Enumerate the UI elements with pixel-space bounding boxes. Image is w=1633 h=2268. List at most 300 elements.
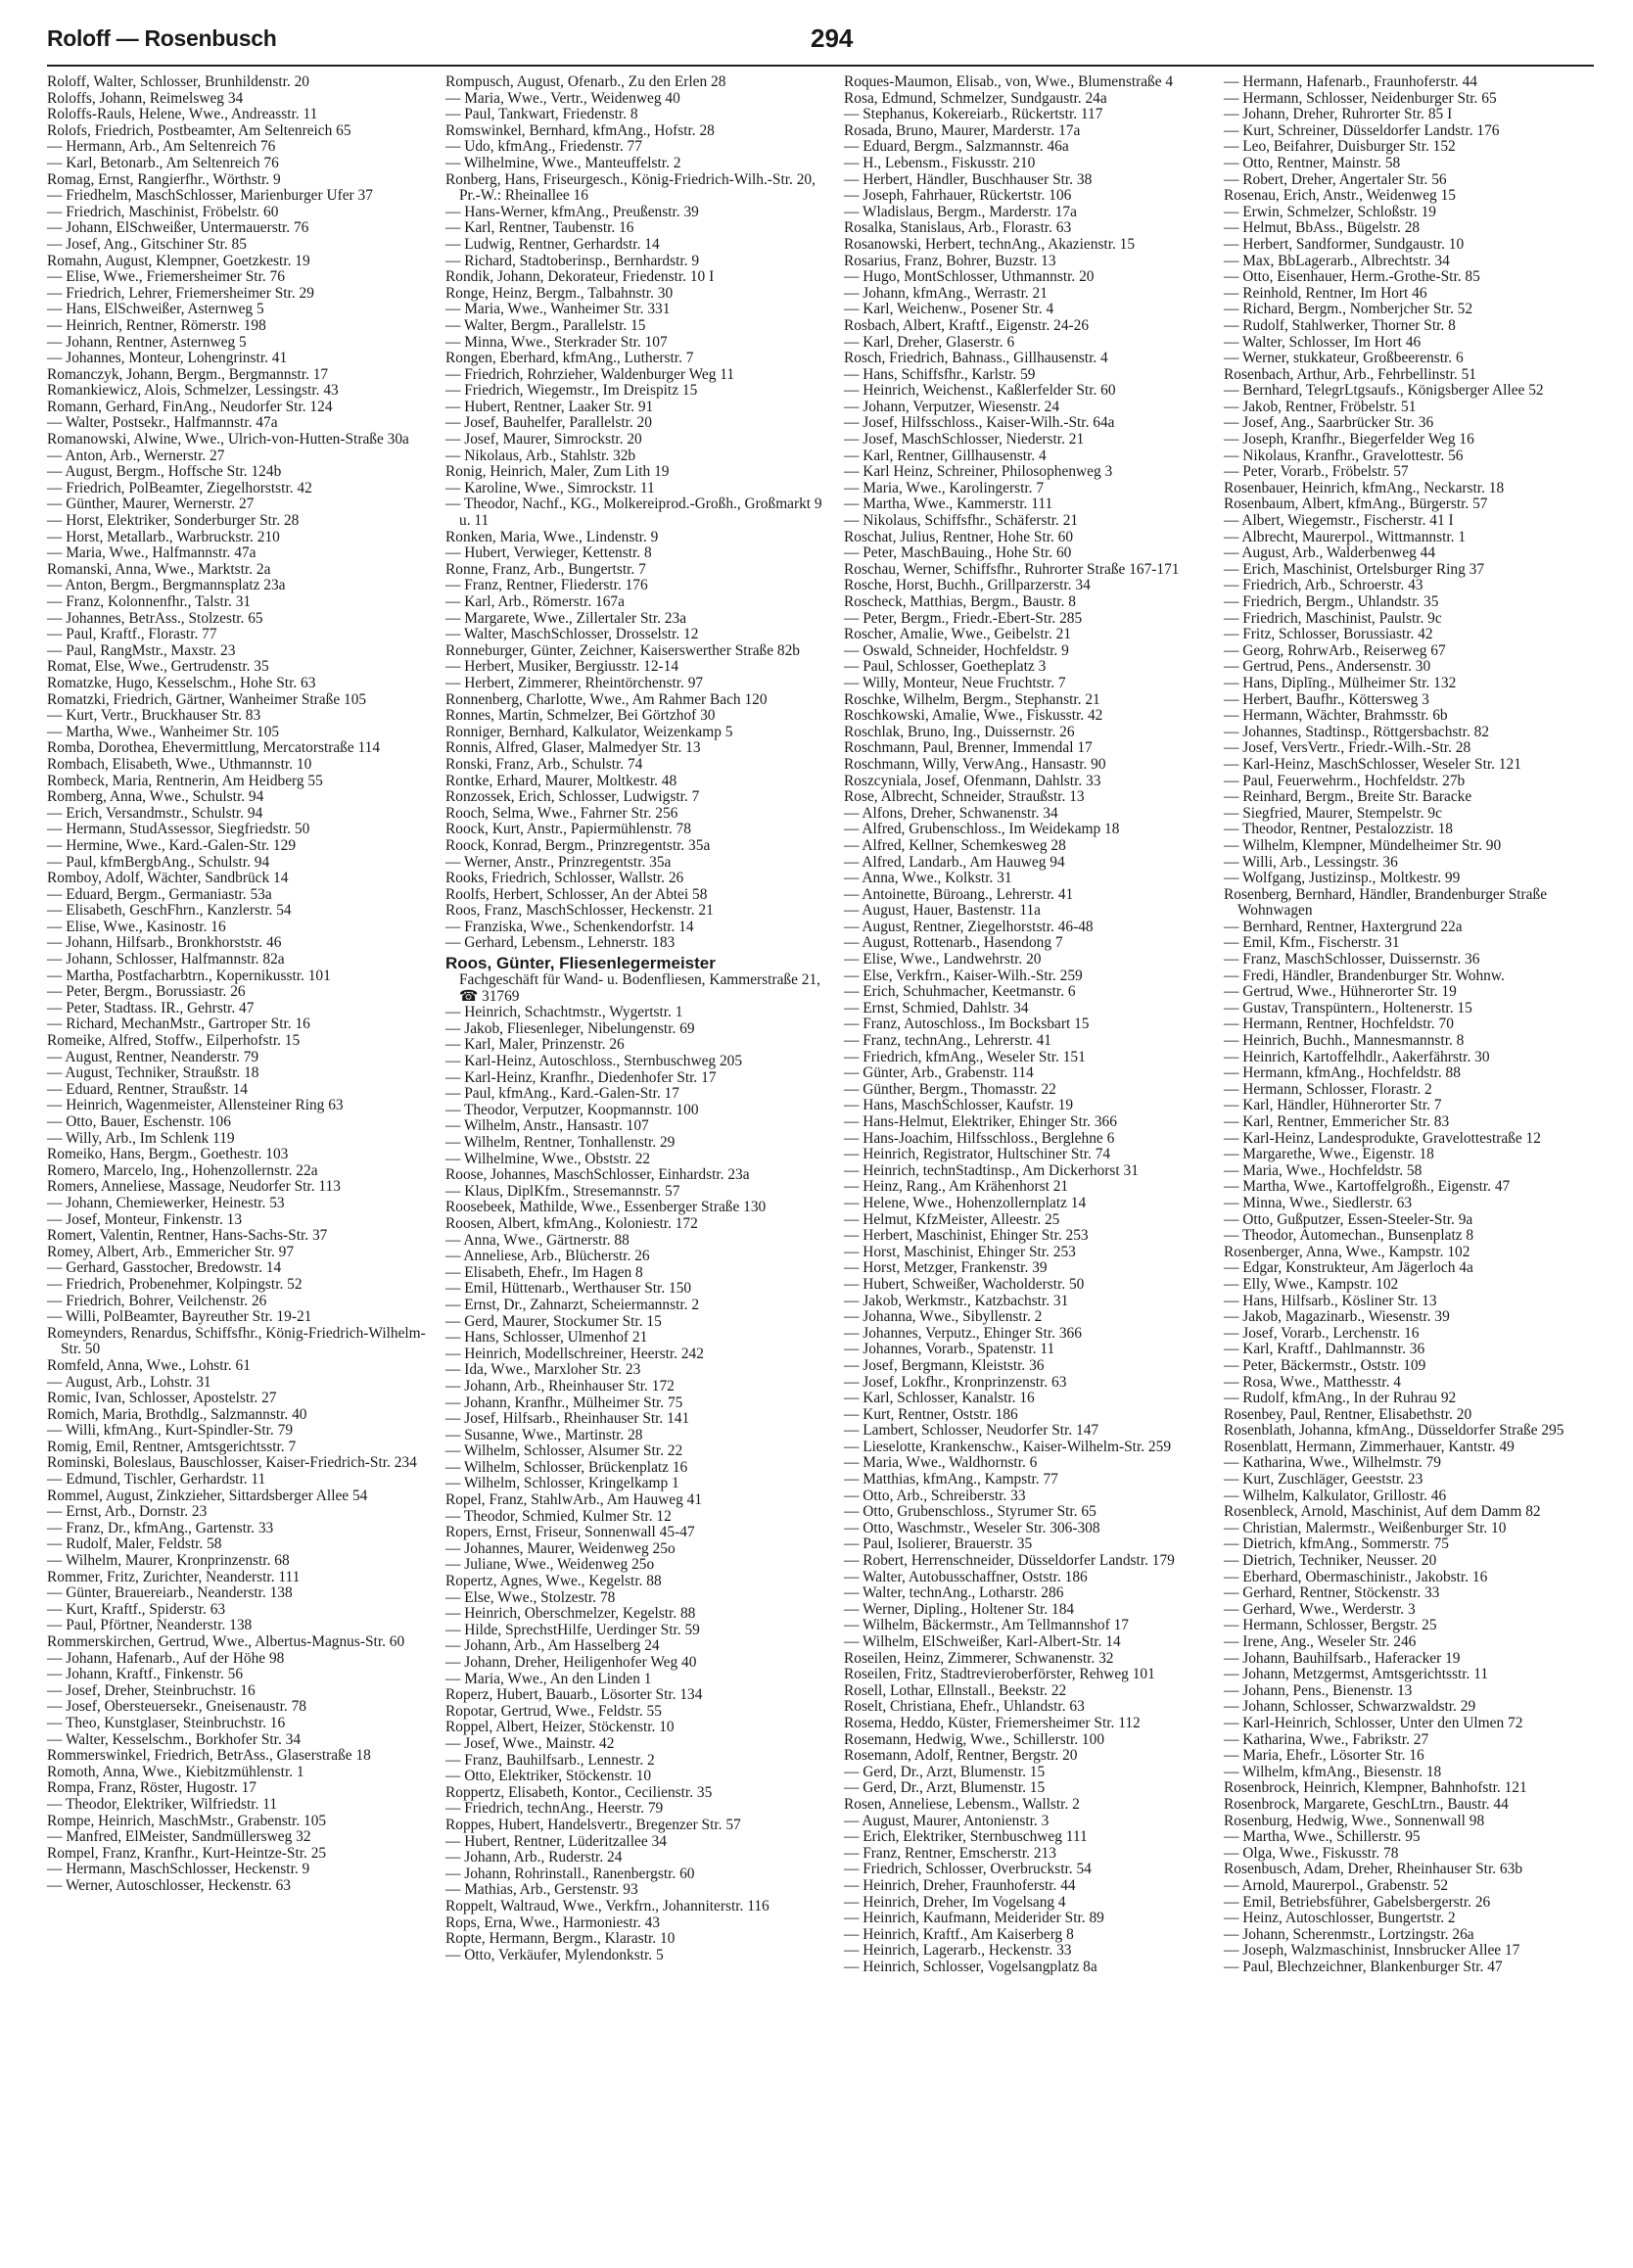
directory-entry: Ronne, Franz, Arb., Bungertstr. 7 xyxy=(445,560,646,578)
directory-entry: — Wilhelm, Schlosser, Brückenplatz 16 xyxy=(445,1458,688,1476)
directory-entry: — Friedrich, technAng., Heerstr. 79 xyxy=(445,1800,664,1818)
directory-entry: — Werner, Anstr., Prinzregentstr. 35a xyxy=(445,853,672,871)
directory-entry: — Hans-Joachim, Hilfsschloss., Berglehne 6 xyxy=(844,1129,1115,1147)
directory-entry: — Hans, MaschSchlosser, Kaufstr. 19 xyxy=(844,1097,1074,1114)
directory-entry: — Jakob, Magazinarb., Wiesenstr. 39 xyxy=(1224,1308,1450,1326)
directory-entry: — Herbert, Sandformer, Sundgaustr. 10 xyxy=(1224,235,1465,253)
directory-entry: Fachgeschäft für Wand- u. Bodenfliesen, Kammerstraße 21, ☎ 31769 xyxy=(459,971,821,1005)
directory-entry: Ronge, Heinz, Bergm., Talbahnstr. 30 xyxy=(445,284,674,302)
directory-entry: — Paul, Blechzeichner, Blankenburger Str. 47 xyxy=(1224,1958,1503,1975)
directory-entry: — Hermann, Hafenarb., Fraunhoferstr. 44 xyxy=(1224,73,1477,90)
directory-entry: — Johann, Dreher, Ruhrorter Str. 85 I xyxy=(1224,106,1453,123)
directory-entry: Rompel, Franz, Kranfhr., Kurt-Heintze-Str. 25 xyxy=(47,1844,327,1862)
directory-entry: — Wilhelm, Bäckermstr., Am Tellmannshof 17 xyxy=(844,1617,1129,1634)
directory-entry: — Maria, Wwe., Wanheimer Str. 331 xyxy=(445,301,671,318)
directory-entry: — August, Rentner, Ziegelhorststr. 46-48 xyxy=(844,918,1094,935)
directory-entry: — Juliane, Wwe., Weidenweg 25o xyxy=(445,1556,655,1574)
directory-entry: Romanczyk, Johann, Bergm., Bergmannstr. 17 xyxy=(47,365,329,383)
directory-entry: — Emil, Hüttenarb., Werthauser Str. 150 xyxy=(445,1280,692,1298)
directory-entry: — Lieselotte, Krankenschw., Kaiser-Wilhelm-Str. 259 xyxy=(844,1438,1172,1455)
directory-entry: — Mathias, Arb., Gerstenstr. 93 xyxy=(445,1881,638,1899)
directory-entry: — Karl, Kraftf., Dahlmannstr. 36 xyxy=(1224,1341,1425,1358)
directory-entry: Rosema, Heddo, Küster, Friemersheimer Str. 112 xyxy=(844,1714,1141,1731)
directory-entry: — Johann, Pens., Bienenstr. 13 xyxy=(1224,1681,1413,1699)
directory-entry: — Heinrich, Schachtmstr., Wygertstr. 1 xyxy=(445,1004,683,1021)
directory-entry: — Karl, Dreher, Glaserstr. 6 xyxy=(844,333,1015,351)
directory-entry: — Hilde, SprechstHilfe, Uerdinger Str. 59 xyxy=(445,1621,700,1638)
directory-entry: — Karl-Heinz, Autoschloss., Sternbuschweg 205 xyxy=(445,1053,743,1070)
directory-entry: — Wilhelmine, Wwe., Manteuffelstr. 2 xyxy=(445,154,681,171)
directory-entry: — Rudolf, kfmAng., In der Ruhrau 92 xyxy=(1224,1390,1457,1407)
directory-entry: — Hans, Hilfsarb., Kösliner Str. 13 xyxy=(1224,1292,1437,1309)
directory-entry: — Eduard, Rentner, Straußstr. 14 xyxy=(47,1080,248,1098)
directory-entry: — Johannes, Maurer, Weidenweg 25o xyxy=(445,1539,676,1557)
directory-entry: Rosalka, Stanislaus, Arb., Florastr. 63 xyxy=(844,219,1072,237)
directory-entry: — Josef, Bergmann, Kleiststr. 36 xyxy=(844,1356,1045,1374)
directory-entry: — Katharina, Wwe., Fabrikstr. 27 xyxy=(1224,1730,1429,1748)
directory-entry: Romboy, Adolf, Wächter, Sandbrück 14 xyxy=(47,870,289,887)
directory-entry: — Heinz, Autoschlosser, Bungertstr. 2 xyxy=(1224,1910,1456,1927)
directory-entry: Rooch, Selma, Wwe., Fahrner Str. 256 xyxy=(445,804,678,822)
directory-entry: — Josef, Lokfhr., Kronprinzenstr. 63 xyxy=(844,1373,1067,1391)
directory-entry: — Otto, Eisenhauer, Herm.-Grothe-Str. 85 xyxy=(1224,268,1480,286)
directory-entry: — Wilhelm, Maurer, Kronprinzenstr. 68 xyxy=(47,1552,290,1570)
directory-entry: — Johann, ElSchweißer, Untermauerstr. 76 xyxy=(47,219,309,237)
directory-entry: Rosell, Lothar, Ellnstall., Beekstr. 22 xyxy=(844,1681,1067,1699)
directory-entry: — Olga, Wwe., Fiskusstr. 78 xyxy=(1224,1844,1399,1862)
directory-entry: Rosenblatt, Hermann, Zimmerhauer, Kantstr. 49 xyxy=(1224,1438,1515,1455)
directory-entry: — August, Bergm., Hoffsche Str. 124b xyxy=(47,463,282,481)
directory-entry: — Hubert, Verwieger, Kettenstr. 8 xyxy=(445,544,652,562)
directory-entry: — Maria, Wwe., An den Linden 1 xyxy=(445,1670,652,1687)
directory-entry: — Willi, PolBeamter, Bayreuther Str. 19-21 xyxy=(47,1308,312,1326)
directory-entry: Roloffs-Rauls, Helene, Wwe., Andreasstr. 11 xyxy=(47,106,318,123)
directory-entry: — Josef, Bauhelfer, Parallelstr. 20 xyxy=(445,414,652,432)
directory-entry: — Johann, Bauhilfsarb., Haferacker 19 xyxy=(1224,1649,1461,1667)
directory-entry: — Willy, Arb., Im Schlenk 119 xyxy=(47,1129,235,1147)
directory-entry: — Edmund, Tischler, Gerhardstr. 11 xyxy=(47,1471,266,1488)
directory-entry: — Martha, Wwe., Wanheimer Str. 105 xyxy=(47,723,280,740)
directory-entry: — Gertrud, Pens., Andersenstr. 30 xyxy=(1224,658,1431,676)
directory-entry: Rosa, Edmund, Schmelzer, Sundgaustr. 24a xyxy=(844,89,1107,107)
directory-entry: — Karl, Betonarb., Am Seltenreich 76 xyxy=(47,154,279,171)
directory-entry: — Otto, Grubenschloss., Styrumer Str. 65 xyxy=(844,1503,1096,1521)
directory-entry: Rosenbauer, Heinrich, kfmAng., Neckarstr. 18 xyxy=(1224,479,1505,496)
directory-entry: Rosenblath, Johanna, kfmAng., Düsseldorfer Straße 295 xyxy=(1224,1422,1564,1440)
directory-entry: — Peter, Stadtass. IR., Gehrstr. 47 xyxy=(47,999,255,1016)
directory-entry: — Eduard, Bergm., Salzmannstr. 46a xyxy=(844,138,1069,156)
directory-entry: Romero, Marcelo, Ing., Hohenzollernstr. 22a xyxy=(47,1161,318,1179)
directory-entry: — Hans, Schiffsfhr., Karlstr. 59 xyxy=(844,365,1036,383)
directory-entry: — Hermann, Wächter, Brahmsstr. 6b xyxy=(1224,707,1448,725)
directory-entry: Roschke, Wilhelm, Bergm., Stephanstr. 21 xyxy=(844,690,1100,708)
directory-entry: Rosenau, Erich, Anstr., Weidenweg 15 xyxy=(1224,187,1456,205)
directory-entry: — Martha, Wwe., Kartoffelgroßh., Eigenstr. 47 xyxy=(1224,1178,1511,1196)
directory-entry: — August, Rentner, Neanderstr. 79 xyxy=(47,1048,259,1065)
directory-entry: — Johanna, Wwe., Sibyllenstr. 2 xyxy=(844,1308,1043,1326)
directory-entry: — Walter, Autobusschaffner, Oststr. 186 xyxy=(844,1568,1088,1585)
directory-entry: — Max, BbLagerarb., Albrechtstr. 34 xyxy=(1224,252,1450,269)
directory-entry: — Theodor, Nachf., KG., Molkereiprod.-Großh., Großmarkt 9 u. 11 xyxy=(445,496,822,530)
directory-entry: — Nikolaus, Schiffsfhr., Schäferstr. 21 xyxy=(844,512,1079,530)
directory-entry: Rosenbey, Paul, Rentner, Elisabethstr. 20 xyxy=(1224,1405,1472,1423)
directory-entry: Ronken, Maria, Wwe., Lindenstr. 9 xyxy=(445,528,659,545)
directory-entry: — Franz, MaschSchlosser, Duissernstr. 36 xyxy=(1224,951,1480,969)
directory-entry: — Ludwig, Rentner, Gerhardstr. 14 xyxy=(445,235,660,253)
directory-entry: — Maria, Wwe., Hochfeldstr. 58 xyxy=(1224,1161,1423,1179)
directory-entry: — Walter, Bergm., Parallelstr. 15 xyxy=(445,316,646,334)
directory-entry: — Emil, Betriebsführer, Gabelsbergerstr. 26 xyxy=(1224,1893,1491,1911)
directory-entry: — Josef, Hilfsarb., Rheinhauser Str. 141 xyxy=(445,1410,690,1428)
directory-entry: — Kurt, Zuschläger, Geeststr. 23 xyxy=(1224,1471,1423,1488)
directory-entry: — Günter, Brauereiarb., Neanderstr. 138 xyxy=(47,1584,293,1602)
directory-entry: — Gertrud, Wwe., Hühnerorter Str. 19 xyxy=(1224,983,1457,1001)
directory-entry: — Rudolf, Maler, Feldstr. 58 xyxy=(47,1536,222,1553)
directory-entry: Roock, Konrad, Bergm., Prinzregentstr. 35a xyxy=(445,836,711,854)
directory-entry: Romeike, Alfred, Stoffw., Eilperhofstr. 15 xyxy=(47,1032,301,1050)
directory-entry: — Heinz, Rang., Am Krähenhorst 21 xyxy=(844,1178,1069,1196)
directory-entry: Roschlak, Bruno, Ing., Duissernstr. 26 xyxy=(844,723,1075,740)
directory-entry: — Joseph, Kranfhr., Biegerfelder Weg 16 xyxy=(1224,431,1474,449)
directory-entry: — Minna, Wwe., Sterkrader Str. 107 xyxy=(445,333,668,351)
directory-entry: Romann, Gerhard, FinAng., Neudorfer Str. 124 xyxy=(47,398,333,415)
directory-entry: — Gerd, Maurer, Stockumer Str. 15 xyxy=(445,1312,662,1330)
directory-entry: — Franz, Rentner, Fliederstr. 176 xyxy=(445,577,648,594)
directory-entry: — Johann, Metzgermst, Amtsgerichtsstr. 11 xyxy=(1224,1666,1489,1683)
directory-entry: — Karl, Maler, Prinzenstr. 26 xyxy=(445,1036,625,1054)
directory-entry: — Martha, Wwe., Kammerstr. 111 xyxy=(844,496,1053,513)
directory-entry: — Karl Heinz, Schreiner, Philosophenweg 3 xyxy=(844,463,1113,481)
directory-entry: — Friedrich, PolBeamter, Ziegelhorststr. 42 xyxy=(47,479,312,496)
directory-entry: Roperz, Hubert, Bauarb., Lösorter Str. 134 xyxy=(445,1686,703,1704)
directory-entry: Roseilen, Fritz, Stadtrevieroberförster, Rehweg 101 xyxy=(844,1666,1155,1683)
directory-entry: Roques-Maumon, Elisab., von, Wwe., Blumenstraße 4 xyxy=(844,73,1174,90)
directory-entry: — Hans-Werner, kfmAng., Preußenstr. 39 xyxy=(445,203,699,220)
directory-entry: — Rudolf, Stahlwerker, Thorner Str. 8 xyxy=(1224,316,1456,334)
directory-entry: — Peter, Bäckermstr., Oststr. 109 xyxy=(1224,1356,1426,1374)
directory-entry: — Maria, Wwe., Waldhornstr. 6 xyxy=(844,1454,1038,1472)
directory-entry: — Gerhard, Rentner, Stöckenstr. 33 xyxy=(1224,1584,1440,1602)
directory-entry: — Eduard, Bergm., Germaniastr. 53a xyxy=(47,885,272,903)
directory-entry: — Else, Verkfrn., Kaiser-Wilh.-Str. 259 xyxy=(844,967,1083,984)
directory-entry: — Anna, Wwe., Gärtnerstr. 88 xyxy=(445,1231,630,1249)
directory-entry: Romat, Else, Wwe., Gertrudenstr. 35 xyxy=(47,658,269,676)
directory-entry: — Otto, Rentner, Mainstr. 58 xyxy=(1224,154,1401,171)
directory-entry: Roos, Günter, Fliesenlegermeister xyxy=(445,954,716,973)
directory-entry: — Else, Wwe., Stolzestr. 78 xyxy=(445,1588,616,1606)
directory-entry: — Anton, Arb., Wernerstr. 27 xyxy=(47,447,225,464)
directory-entry: — Erich, Elektriker, Sternbuschweg 111 xyxy=(844,1828,1088,1846)
directory-entry: — Erich, Versandmstr., Schulstr. 94 xyxy=(47,804,263,822)
directory-entry: Rosch, Friedrich, Bahnass., Gillhausenstr. 4 xyxy=(844,350,1108,367)
directory-entry: Rommerskirchen, Gertrud, Wwe., Albertus-Magnus-Str. 60 xyxy=(47,1633,405,1650)
directory-entry: Romag, Ernst, Rangierfhr., Wörthstr. 9 xyxy=(47,170,281,188)
directory-entry: — Gerd, Dr., Arzt, Blumenstr. 15 xyxy=(844,1763,1046,1780)
directory-entry: Roppertz, Elisabeth, Kontor., Cecilienstr. 35 xyxy=(445,1783,713,1801)
directory-entry: — Heinrich, Dreher, Im Vogelsang 4 xyxy=(844,1893,1066,1911)
directory-entry: — Albrecht, Maurerpol., Wittmannstr. 1 xyxy=(1224,528,1467,545)
directory-entry: Romberg, Anna, Wwe., Schulstr. 94 xyxy=(47,788,264,806)
directory-entry: — Antoinette, Büroang., Lehrerstr. 41 xyxy=(844,885,1074,903)
directory-entry: — Wilhelm, Rentner, Tonhallenstr. 29 xyxy=(445,1134,676,1151)
directory-entry: — Hermann, Schlosser, Bergstr. 25 xyxy=(1224,1617,1437,1634)
directory-entry: — August, Techniker, Straußstr. 18 xyxy=(47,1064,259,1082)
directory-entry: — August, Hauer, Bastenstr. 11a xyxy=(844,902,1042,920)
directory-entry: — Theodor, Rentner, Pestalozzistr. 18 xyxy=(1224,821,1453,838)
directory-entry: — Theodor, Verputzer, Koopmannstr. 100 xyxy=(445,1101,699,1118)
directory-entry: — Franz, Bauhilfsarb., Lennestr. 2 xyxy=(445,1751,655,1769)
directory-entry: — Günter, Arb., Grabenstr. 114 xyxy=(844,1064,1034,1082)
directory-entry: Rominski, Boleslaus, Bauschlosser, Kaiser-Friedrich-Str. 234 xyxy=(47,1454,417,1472)
directory-entry: Ronneburger, Günter, Zeichner, Kaiserswerther Straße 82b xyxy=(445,641,800,659)
directory-entry: — Wilhelm, Anstr., Hansastr. 107 xyxy=(445,1117,649,1135)
directory-entry: — August, Arb., Walderbenweg 44 xyxy=(1224,544,1436,562)
directory-entry: — Nikolaus, Arb., Stahlstr. 32b xyxy=(445,447,636,464)
directory-entry: — Willi, kfmAng., Kurt-Spindler-Str. 79 xyxy=(47,1422,294,1440)
directory-entry: — Richard, Bergm., Nomberjcher Str. 52 xyxy=(1224,301,1473,318)
directory-entry: — Paul, RangMstr., Maxstr. 23 xyxy=(47,641,236,659)
directory-entry: — Herbert, Zimmerer, Rheintörchenstr. 97 xyxy=(445,674,704,691)
directory-entry: — Theo, Kunstglaser, Steinbruchstr. 16 xyxy=(47,1714,286,1731)
directory-entry: — Irene, Ang., Weseler Str. 246 xyxy=(1224,1633,1417,1650)
directory-entry: — Maria, Wwe., Vertr., Weidenweg 40 xyxy=(445,89,680,107)
directory-entry: — Hermann, MaschSchlosser, Heckenstr. 9 xyxy=(47,1861,310,1878)
directory-entry: — Friedrich, Maschinist, Paulstr. 9c xyxy=(1224,609,1442,627)
directory-entry: — Otto, Arb., Schreiberstr. 33 xyxy=(844,1487,1026,1504)
directory-entry: — Gerhard, Gasstocher, Bredowstr. 14 xyxy=(47,1259,282,1277)
directory-entry: — Dietrich, Techniker, Neusser. 20 xyxy=(1224,1552,1437,1570)
directory-entry: — Georg, RohrwArb., Reiserweg 67 xyxy=(1224,641,1446,659)
directory-entry: — Bernhard, Rentner, Haxtergrund 22a xyxy=(1224,918,1463,935)
directory-entry: — Josef, MaschSchlosser, Niederstr. 21 xyxy=(844,431,1085,449)
directory-entry: — Werner, stukkateur, Großbeerenstr. 6 xyxy=(1224,350,1464,367)
directory-entry: — Walter, Schlosser, Im Hort 46 xyxy=(1224,333,1422,351)
directory-entry: Ropel, Franz, StahlwArb., Am Hauweg 41 xyxy=(445,1491,703,1509)
directory-entry: — Kurt, Schreiner, Düsseldorfer Landstr. 176 xyxy=(1224,121,1500,139)
directory-entry: — Paul, Schlosser, Goetheplatz 3 xyxy=(844,658,1047,676)
directory-entry: — Heinrich, Oberschmelzer, Kegelstr. 88 xyxy=(445,1605,696,1623)
directory-entry: — Alfred, Grubenschloss., Im Weidekamp 18 xyxy=(844,821,1120,838)
directory-entry: Roloff, Walter, Schlosser, Brunhildenstr. 20 xyxy=(47,73,309,90)
directory-entry: Romeiko, Hans, Bergm., Goethestr. 103 xyxy=(47,1146,289,1163)
directory-entry: — Paul, Tankwart, Friedenstr. 8 xyxy=(445,106,638,123)
directory-entry: Romoth, Anna, Wwe., Kiebitzmühlenstr. 1 xyxy=(47,1763,304,1780)
directory-entry: — Kurt, Kraftf., Spiderstr. 63 xyxy=(47,1600,226,1618)
directory-entry: — Johann, kfmAng., Werrastr. 21 xyxy=(844,284,1048,302)
directory-entry: — Wolfgang, Justizinsp., Moltkestr. 99 xyxy=(1224,870,1461,887)
running-head: Roloff — Rosenbusch xyxy=(47,25,277,51)
directory-entry: — Wilhelmine, Wwe., Obststr. 22 xyxy=(445,1150,651,1167)
directory-entry: Romankiewicz, Alois, Schmelzer, Lessingstr. 43 xyxy=(47,382,339,400)
directory-entry: — Franz, Dr., kfmAng., Gartenstr. 33 xyxy=(47,1519,274,1536)
directory-entry: — Franz, Kolonnenfhr., Talstr. 31 xyxy=(47,593,252,610)
directory-entry: — Johann, Dreher, Heiligenhofer Weg 40 xyxy=(445,1654,697,1671)
directory-entry: — Richard, Stadtoberinsp., Bernhardstr. 9 xyxy=(445,252,700,269)
directory-entry: Romswinkel, Bernhard, kfmAng., Hofstr. 28 xyxy=(445,121,715,139)
directory-entry: — Maria, Wwe., Halfmannstr. 47a xyxy=(47,544,257,562)
directory-entry: — Paul, Feuerwehrm., Hochfeldstr. 27b xyxy=(1224,772,1466,789)
directory-entry: — Richard, MechanMstr., Gartroper Str. 16 xyxy=(47,1016,310,1033)
directory-entry: — Fredi, Händler, Brandenburger Str. Wohnw. xyxy=(1224,967,1505,984)
directory-entry: — Hans-Helmut, Elektriker, Ehinger Str. 366 xyxy=(844,1113,1117,1130)
directory-entry: Romers, Anneliese, Massage, Neudorfer Str. 113 xyxy=(47,1178,341,1196)
directory-entry: Roschmann, Willy, VerwAng., Hansastr. 90 xyxy=(844,755,1106,773)
directory-entry: — Dietrich, kfmAng., Sommerstr. 75 xyxy=(1224,1536,1449,1553)
directory-entry: — Hubert, Schweißer, Wacholderstr. 50 xyxy=(844,1275,1085,1293)
directory-entry: — Josef, Ang., Saarbrücker Str. 36 xyxy=(1224,414,1434,432)
directory-entry: — Friedrich, Bergm., Uhlandstr. 35 xyxy=(1224,593,1439,610)
directory-entry: Ronski, Franz, Arb., Schulstr. 74 xyxy=(445,755,643,773)
directory-entry: Rosemann, Adolf, Rentner, Bergstr. 20 xyxy=(844,1747,1078,1765)
directory-entry: — Karl, Schlosser, Kanalstr. 16 xyxy=(844,1390,1035,1407)
directory-entry: — Franz, Rentner, Emscherstr. 213 xyxy=(844,1844,1056,1862)
directory-entry: — Elisabeth, GeschFhrn., Kanzlerstr. 54 xyxy=(47,902,292,920)
directory-entry: — Matthias, kfmAng., Kampstr. 77 xyxy=(844,1471,1058,1488)
directory-entry: — Johannes, Monteur, Lohengrinstr. 41 xyxy=(47,350,288,367)
directory-entry: — Heinrich, Rentner, Römerstr. 198 xyxy=(47,316,266,334)
directory-entry: — Johann, Hilfsarb., Bronkhorststr. 46 xyxy=(47,934,282,952)
directory-entry: Rombach, Elisabeth, Wwe., Uthmannstr. 10 xyxy=(47,755,312,773)
directory-entry: — Josef, Dreher, Steinbruchstr. 16 xyxy=(47,1681,256,1699)
directory-entry: — Elisabeth, Ehefr., Im Hagen 8 xyxy=(445,1263,643,1281)
directory-entry: — Josef, VersVertr., Friedr.-Wilh.-Str. 28 xyxy=(1224,739,1471,757)
directory-entry: — Manfred, ElMeister, Sandmüllersweg 32 xyxy=(47,1828,311,1846)
directory-entry: — Anton, Bergm., Bergmannsplatz 23a xyxy=(47,577,286,594)
directory-entry: — Edgar, Konstrukteur, Am Jägerloch 4a xyxy=(1224,1259,1473,1277)
directory-entry: Romic, Ivan, Schlosser, Apostelstr. 27 xyxy=(47,1390,277,1407)
directory-entry: — Jakob, Fliesenleger, Nibelungenstr. 69 xyxy=(445,1019,695,1037)
directory-entry: — Helene, Wwe., Hohenzollernplatz 14 xyxy=(844,1194,1087,1211)
directory-entry: Romfeld, Anna, Wwe., Lohstr. 61 xyxy=(47,1356,251,1374)
directory-entry: Romatzki, Friedrich, Gärtner, Wanheimer Straße 105 xyxy=(47,690,367,708)
directory-entry: — Horst, Metallarb., Warbruckstr. 210 xyxy=(47,528,280,545)
directory-entry: Roock, Kurt, Anstr., Papiermühlenstr. 78 xyxy=(445,821,691,838)
directory-entry: Roppel, Albert, Heizer, Stöckenstr. 10 xyxy=(445,1719,675,1736)
directory-entry: — Stephanus, Kokereiarb., Rückertstr. 117 xyxy=(844,106,1103,123)
directory-entry: — Ernst, Dr., Zahnarzt, Scheiermannstr. 2 xyxy=(445,1296,700,1313)
directory-entry: Rommel, August, Zinkzieher, Sittardsberger Allee 54 xyxy=(47,1487,368,1504)
directory-entry: — Martha, Postfacharbtrn., Kopernikusstr. 101 xyxy=(47,967,331,984)
directory-entry: — Ida, Wwe., Marxloher Str. 23 xyxy=(445,1361,641,1379)
directory-entry: Rosenbach, Arthur, Arb., Fehrbellinstr. 51 xyxy=(1224,365,1477,383)
directory-entry: Rops, Erna, Wwe., Harmoniestr. 43 xyxy=(445,1914,660,1931)
directory-entry: — Elise, Wwe., Landwehrstr. 20 xyxy=(844,951,1042,969)
directory-entry: — Karl, Rentner, Taubenstr. 16 xyxy=(445,219,634,237)
directory-entry: Rosbach, Albert, Kraftf., Eigenstr. 24-26 xyxy=(844,316,1090,334)
directory-entry: — Josef, Hilfsschloss., Kaiser-Wilh.-Str. 64a xyxy=(844,414,1115,432)
column-2 xyxy=(445,74,829,1963)
directory-entry: — Josef, Wwe., Mainstr. 42 xyxy=(445,1734,615,1752)
directory-entry: — Otto, Verkäufer, Mylendonkstr. 5 xyxy=(445,1946,664,1963)
directory-entry: — Karl, Arb., Römerstr. 167a xyxy=(445,593,625,610)
directory-entry: — Friedrich, Probenehmer, Kolpingstr. 52 xyxy=(47,1275,303,1293)
directory-entry: — Hubert, Rentner, Laaker Str. 91 xyxy=(445,398,654,415)
directory-entry: — Johann, Scherenmstr., Lortzingstr. 26a xyxy=(1224,1925,1474,1943)
directory-entry: — Friedrich, Bohrer, Veilchenstr. 26 xyxy=(47,1292,267,1309)
directory-entry: — Karl, Händler, Hühnerorter Str. 7 xyxy=(1224,1097,1442,1114)
directory-entry: — Albert, Wiegemstr., Fischerstr. 41 I xyxy=(1224,512,1454,530)
directory-entry: — Ernst, Schmied, Dahlstr. 34 xyxy=(844,999,1029,1016)
directory-entry: — Johann, Rohrinstall., Ranenbergstr. 60 xyxy=(445,1865,695,1882)
directory-entry: — Hugo, MontSchlosser, Uthmannstr. 20 xyxy=(844,268,1095,286)
directory-entry: Romich, Maria, Brothdlg., Salzmannstr. 40 xyxy=(47,1405,307,1423)
directory-entry: — Werner, Autoschlosser, Heckenstr. 63 xyxy=(47,1876,291,1894)
directory-entry: — Heinrich, Kartoffelhdlr., Aakerfährstr. 30 xyxy=(1224,1048,1490,1065)
directory-entry: — Paul, kfmAng., Kard.-Galen-Str. 17 xyxy=(445,1085,679,1103)
directory-entry: — Walter, Postsekr., Halfmannstr. 47a xyxy=(47,414,278,432)
directory-entry: — Paul, kfmBergbAng., Schulstr. 94 xyxy=(47,853,270,871)
directory-entry: — Karl-Heinz, Landesprodukte, Gravelottestraße 12 xyxy=(1224,1129,1541,1147)
directory-entry: — Hermann, StudAssessor, Siegfriedstr. 50 xyxy=(47,821,310,838)
directory-entry: — Friedrich, Maschinist, Fröbelstr. 60 xyxy=(47,203,279,220)
directory-entry: — Johann, Kraftf., Finkenstr. 56 xyxy=(47,1666,244,1683)
directory-entry: Roscheck, Matthias, Bergm., Baustr. 8 xyxy=(844,593,1076,610)
directory-entry: — Johann, Schlosser, Halfmannstr. 82a xyxy=(47,951,285,969)
directory-entry: — Helmut, BbAss., Bügelstr. 28 xyxy=(1224,219,1421,237)
directory-entry: — Hubert, Rentner, Lüderitzallee 34 xyxy=(445,1832,667,1850)
directory-entry: — Johannes, Stadtinsp., Röttgersbachstr. 82 xyxy=(1224,723,1490,740)
directory-entry: Rosenbrock, Heinrich, Klempner, Bahnhofstr. 121 xyxy=(1224,1779,1527,1797)
directory-entry: — Hermann, Schlosser, Florastr. 2 xyxy=(1224,1080,1432,1098)
directory-entry: — Helmut, KfzMeister, Alleestr. 25 xyxy=(844,1210,1060,1228)
directory-entry: Roschkowski, Amalie, Wwe., Fiskusstr. 42 xyxy=(844,707,1103,725)
directory-entry: — Theodor, Automechan., Bunsenplatz 8 xyxy=(1224,1227,1474,1245)
directory-entry: — Peter, Bergm., Friedr.-Ebert-Str. 285 xyxy=(844,609,1083,627)
directory-entry: — Johannes, Verputz., Ehinger Str. 366 xyxy=(844,1324,1082,1342)
directory-entry: — Paul, Isolierer, Brauerstr. 35 xyxy=(844,1536,1033,1553)
directory-entry: — Theodor, Elektriker, Wilfriedstr. 11 xyxy=(47,1795,278,1813)
directory-entry: — Nikolaus, Kranfhr., Gravelottestr. 56 xyxy=(1224,447,1464,464)
directory-entry: — Josef, Ang., Gitschiner Str. 85 xyxy=(47,235,247,253)
directory-entry: — Joseph, Walzmaschinist, Innsbrucker Allee 17 xyxy=(1224,1942,1520,1960)
directory-entry: Romert, Valentin, Rentner, Hans-Sachs-Str. 37 xyxy=(47,1227,328,1245)
directory-entry: — Otto, Waschmstr., Weseler Str. 306-308 xyxy=(844,1519,1100,1536)
directory-entry: — Reinhold, Rentner, Im Hort 46 xyxy=(1224,284,1427,302)
directory-entry: — Friedrich, Wiegemstr., Im Dreispitz 15 xyxy=(445,382,698,400)
directory-entry: — Friedrich, kfmAng., Weseler Str. 151 xyxy=(844,1048,1086,1065)
directory-entry: — Alfons, Dreher, Schwanenstr. 34 xyxy=(844,804,1058,822)
directory-entry: — Christian, Malermstr., Weißenburger Str. 10 xyxy=(1224,1519,1507,1536)
directory-entry: Romanowski, Alwine, Wwe., Ulrich-von-Hutten-Straße 30a xyxy=(47,431,409,449)
directory-entry: — Willi, Arb., Lessingstr. 36 xyxy=(1224,853,1398,871)
directory-entry: — Karl, Rentner, Emmericher Str. 83 xyxy=(1224,1113,1450,1130)
directory-entry: Roloffs, Johann, Reimelsweg 34 xyxy=(47,89,244,107)
directory-entry: Roschat, Julius, Rentner, Hohe Str. 60 xyxy=(844,528,1074,545)
directory-entry: — Franz, technAng., Lehrerstr. 41 xyxy=(844,1032,1051,1050)
directory-entry: — Heinrich, Kraftf., Am Kaiserberg 8 xyxy=(844,1925,1074,1943)
directory-entry: — Herbert, Händler, Buschhauser Str. 38 xyxy=(844,170,1093,188)
directory-entry: — Elise, Wwe., Friemersheimer Str. 76 xyxy=(47,268,285,286)
directory-entry: — Wilhelm, Klempner, Mündelheimer Str. 90 xyxy=(1224,836,1502,854)
directory-entry: — Elise, Wwe., Kasinostr. 16 xyxy=(47,918,226,935)
directory-entry: — H., Lebensm., Fiskusstr. 210 xyxy=(844,154,1036,171)
directory-entry: — Otto, Elektriker, Stöckenstr. 10 xyxy=(445,1768,652,1785)
directory-entry: — Heinrich, Buchh., Mannesmannstr. 8 xyxy=(1224,1032,1465,1050)
directory-entry: — Horst, Metzger, Frankenstr. 39 xyxy=(844,1259,1048,1277)
directory-entry: — Joseph, Fahrhauer, Rückertstr. 106 xyxy=(844,187,1072,205)
directory-entry: — Hans, ElSchweißer, Asternweg 5 xyxy=(47,301,264,318)
directory-entry: — Bernhard, TelegrLtgsaufs., Königsberger Allee 52 xyxy=(1224,382,1544,400)
directory-entry: — Martha, Wwe., Schillerstr. 95 xyxy=(1224,1828,1421,1846)
directory-entry: — Maria, Wwe., Karolingerstr. 7 xyxy=(844,479,1045,496)
directory-entry: — Herbert, Maschinist, Ehinger Str. 253 xyxy=(844,1227,1089,1245)
directory-entry: Rondik, Johann, Dekorateur, Friedenstr. 10 I xyxy=(445,268,715,286)
directory-entry: Rosenberger, Anna, Wwe., Kampstr. 102 xyxy=(1224,1243,1470,1260)
directory-entry: Rosenbaum, Albert, kfmAng., Bürgerstr. 57 xyxy=(1224,496,1488,513)
directory-entry: Romeynders, Renardus, Schiffsfhr., König-Friedrich-Wilhelm-Str. 50 xyxy=(47,1324,426,1358)
directory-entry: — Johannes, Vorarb., Spatenstr. 11 xyxy=(844,1341,1055,1358)
directory-entry: Rosen, Anneliese, Lebensm., Wallstr. 2 xyxy=(844,1795,1080,1813)
